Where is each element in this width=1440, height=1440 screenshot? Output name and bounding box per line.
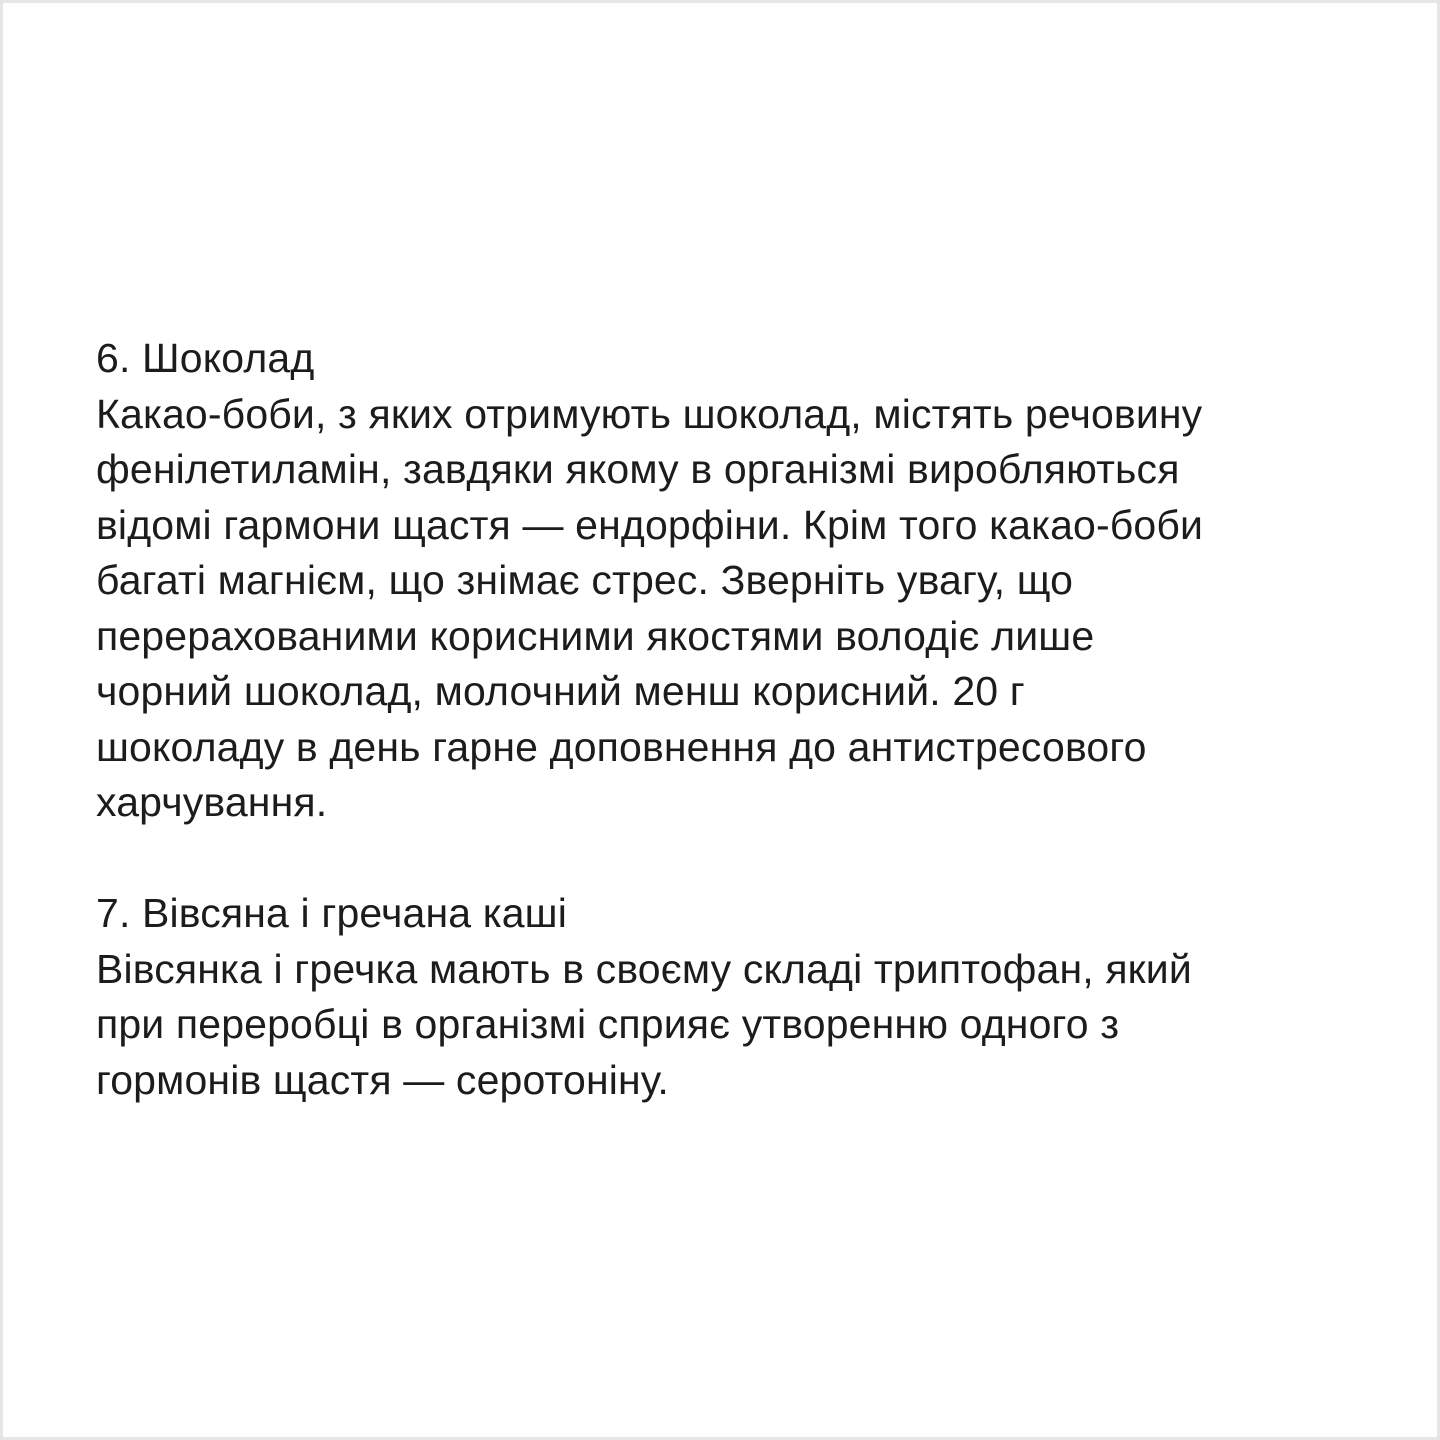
paragraph-line: Вівсянка і гречка мають в своєму складі триптофан, який bbox=[96, 945, 1192, 992]
section-heading: 7. Вівсяна і гречана каші bbox=[96, 890, 567, 936]
paragraph-line: шоколаду в день гарне доповнення до антистресового bbox=[96, 723, 1147, 770]
paragraph-line: відомі гармони щастя — ендорфіни. Крім того какао-боби bbox=[96, 501, 1204, 548]
paragraph-line: гормонів щастя — серотоніну. bbox=[96, 1056, 669, 1103]
section-heading: 6. Шоколад bbox=[96, 335, 315, 381]
text-content bbox=[96, 331, 1436, 1108]
paragraph-line: чорний шоколад, молочний менш корисний. 20 г bbox=[96, 668, 1025, 714]
paragraph-line: при переробці в організмі сприяє утворенню одного з bbox=[96, 1001, 1120, 1047]
paragraph-line: харчування. bbox=[96, 779, 328, 825]
section-chocolate bbox=[96, 331, 1436, 831]
paragraph-line: багаті магнієм, що знімає стрес. Зверніть увагу, що bbox=[96, 557, 1074, 603]
section-porridge bbox=[96, 886, 1436, 1108]
paragraph-line: Какао-боби, з яких отримують шоколад, містять речовину bbox=[96, 390, 1203, 437]
paragraph-line: перерахованими корисними якостями володіє лише bbox=[96, 612, 1095, 659]
paragraph-line: фенілетиламін, завдяки якому в організмі виробляються bbox=[96, 446, 1180, 492]
